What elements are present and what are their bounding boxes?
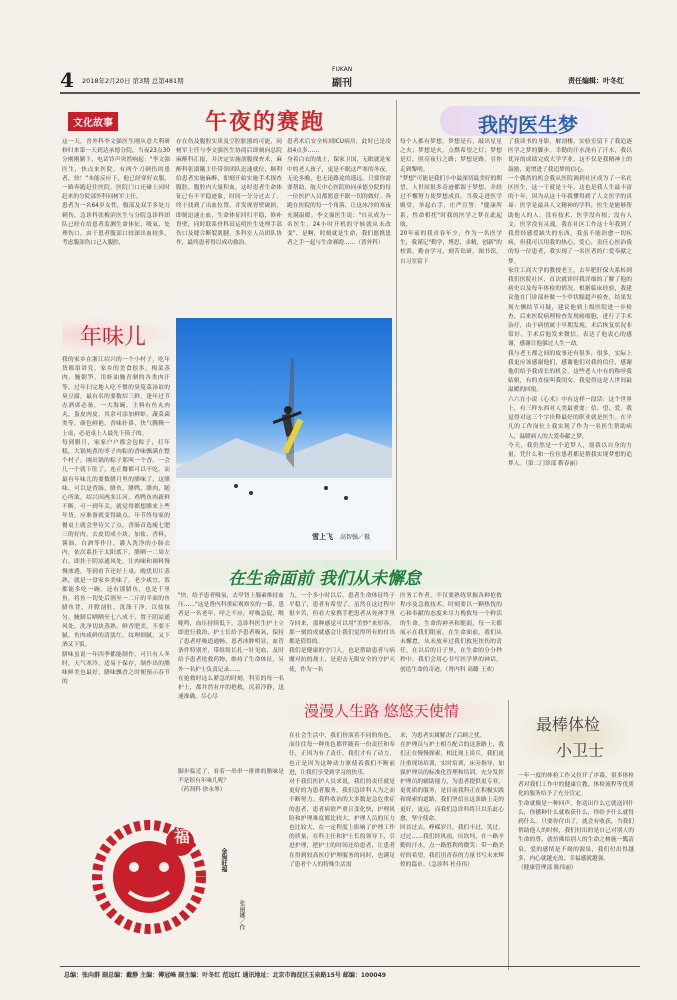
section-tag: 文化故事	[68, 112, 118, 131]
mission-col-1: "快，给予患者吸氧，去甲肾上腺素维持血压……"这是肾内科重症观察室的一幕，患者是一名老年，呼之不应，呼吸急促，喉咙鸣，血压持续低下，急诊科医生护士立即进行救治，护士长给予患者吸氧，保持了患者呼吸道通畅，患者冰肿明显，血管条件特别差，带组组长扎一针见血，及时给予患者抢救药物，维持了生命体征，另外一名护士负责记录…… 在抢救时这么紧急的时刻，科室的每一名护士，都井然有序的抢救，沉着冷静，迅速准确，尽心尽	[178, 593, 284, 701]
photo-caption-credit: 高智强／摄	[340, 534, 371, 541]
midnight-col-3: 患者术后安全转到ICU病房，此时已是凌晨4点多…… 身着白衣的战士，保家卫国，无眠就是家中的老人孩子，更是不眠这严寒的冬夜，无论多晚，也无论路途的遥远，只要你需要帮助，航天中心医院协同承德分院的每一位医护人员都愿意不眠一切的做好。奔跑在医院的每一个角落，让这冰冷的寒夜充满温暖。李文强医生说："自从成为一名医生，24小时开机的守候就从未改变"，是啊，时刻就是生命，我们愿携患者之手一起与生命赛跑……（普外科）	[287, 139, 391, 247]
logo-cn: 副刊	[332, 78, 352, 89]
mission-col-3: 医务工作者，不仅要熟练掌握各种抢救程序及急救技术，时刻要以一颗热忱的心和奉献的态度来尽力挽救每一个鲜活的生命，生命的神圣和脆弱，每一天都展示在我们眼前，在生命面前，我们从未懈怠，从未放弃过我们救死扶伤的责任，在以后的日子里，在生命的分分秒秒中，我们会用心书写医学界的神话，创造生命的奇迹。（肾内科 高璐 王欢）	[400, 593, 502, 673]
article-title-checkup-1: 最棒体检	[536, 715, 601, 734]
article-title-mission: 在生命面前 我们从未懈怠	[228, 569, 421, 589]
responsible-editor: 责任编辑：叶冬红	[568, 77, 624, 85]
article-title-romance: 漫漫人生路 悠悠天使情	[304, 702, 459, 720]
issue-date-line: 2018年2月20日 第3期 总第481期	[82, 77, 184, 85]
papercut-glyph: 福	[174, 827, 191, 846]
page-number: 4	[60, 68, 74, 92]
logo-en: FUKAN	[332, 66, 353, 73]
midnight-col-2: 存在伤及腹腔实质及空腔脏器的可能，同树军主任与李文强医生协商后即刻向总院麻醉科汇报，并决定实施剖腹探查术，麻醉科张淑娥主任带领团队迅速就位，顺利给患者实施麻醉，即刻开始实施手术探查腹腔。腹腔内大量积血，这时患者生命体征已有不平稳迹象，时间一分分过去了，终于找到了出血位置，并发现胃壁破损，即刻迅速止血，生命体征回归平稳，修补胃壁，同时联系骨科田运明医生处理手部伤口及缝合断裂肌腱。多科室人员团队协作，最终患者得以成功救治。	[176, 139, 282, 247]
doctor-col-1: 每个人都有梦想，梦想是石，敲出星星之火；梦想是火，点燃希望之灯；梦想是灯，照亮夜行之路；梦想是路，引你走到黎明。 "梦想"可能是我们小中最深切最美好的期望，人世间很多奇迹都源于梦想，并经过不懈努力使梦想成真。当我走进医学殿堂，举起右手，庄严宣誓："健康所系，性命相托"时我的医学之梦在此起航。 20年前的我青春年少，作为一名医学生，我谨记"勤学，博思，求精，创新"的校训，勤奋学习、刻苦钻研，图书馆，自习室留下	[400, 139, 502, 265]
doctor-col-2: 了我读书的身影，解剖楼，实验室留下了我追逐医学之梦的脚步。幸勤的汗水浇有了汗水，我以优异的成绩完成大学学业，这不仅是我精神上的鼓励，更增进了我追梦的信心。 一个偶然的机会我从医院调到社区成为了一名社区医生，这一干就是十年，这也是我人生最丰富的十年，因为从这十年我懂得到了人文医学的真谛：医学是最具人文精神的学科，医生是能够帮助他人的人，没有技术，医学没有根；没有人文，医学没有灵魂。我在社区工作这十年我到了我曾经感爱缺失的东西，我虽不能治愈一切疾病，但我可以用我的热心，爱心，责任心医治我的每一位患者，我实现了一名医者的仁爱奉献之梦。 家住工商大学的教授老王，去年肥肝保夫系转到我们医院社区，首次就诊时我详细的了解了他的病史以及每年体检的情况，根据临床经验，我建议他在门诊部补做一个甲状腺超声检查，结果发现左侧结节可疑，建议他到上级医院进一步检查，后来医院病理检查发现癌细胞，进行了手术治疗，由于病情属于早期发现，术后恢复状况非常好。手术后他发来微信，表达了他衷心的感谢，感谢让他躲过人生一劫。 我与老王都之间的故事还有很多，很多，实际上我更应该感谢他们，感谢他们对我的信任，感谢他们给予我成长的机会，这些老人中有的称呼我姑娘，有的直接叫我闺女，我觉得这是人世间最温暖的回报。 六六在小说《心术》中有这样一段话：这个世界上，有三样东西对人类最重要：信、望、爱。我觉得对这三个字诠释最好的职业就是医生。在平凡的工作岗位上我实现了作为一名医生帮助病人，温暖病人的大爱奉献之梦。 今天，我仍然是一个追梦人，愿我以自身的力量，凭什么和一位位患者都是帮我实现梦想的追梦人。（第二门诊部 靳春丽）	[508, 139, 632, 468]
article-title-doctor-dream: 我的医生梦	[478, 113, 578, 137]
ski-photo	[176, 318, 392, 550]
papercut-artwork	[84, 812, 214, 942]
mission-col-2: 力，一个多小时以后，患者生命体征终于平稳了，患者有希望了，虽然在这过程中很辛苦，但看大家携手把患者从死神手里夺回来，那种感觉可以用"美妙"来形容。那一刻的成就感会让我们觉得所有的付出都是值得的。 我们是健康的守门人，也是帮助患者与病魔对抗的战士，是迎击无限安全的守护天使，作为一名	[289, 593, 395, 673]
article-title-midnight: 午夜的赛跑	[205, 109, 326, 135]
footer-credits: 总编：张向群 副总编：戴静 主编：傅冠峰 副主编：叶冬红 范远红 通讯地址：北京市海淀区玉泉路15号 邮编：100049	[64, 972, 386, 979]
romance-col-1: 在社会生活中，我们扮演着不同的角色，而往往每一种角色都伴随着一份责任和奉任，正因为有了责任，我们才有了动力，也正是因为这种动力驱使着我们不断前进，让我们享受到学习的快乐。 对于我们医护人员来说，我们的责任就是更好的为患者服务，我们急诊科人为之而不断努力。我科收治的大多数是急危重症的患者，患者病情严重且变化快，护理风险和护理难度都比较大，护理人员的压力也比较大，在一定程度上影响了护理工作的质量，在科主任和护士长的领导下，引进护理，把护士的时间还给患者，让患者在得到较高医疗护理服务的同时，也满足了患者个人的特殊生活需	[289, 733, 395, 868]
footer-rule	[60, 966, 640, 967]
papercut-title: 金狗旺福	[220, 848, 227, 872]
article-title-nianwei: 年味儿	[80, 325, 147, 350]
ski-scene-svg	[176, 318, 392, 550]
checkup-col: 一年一度的体检工作又拉开了序幕，很多体检者对我们工作中的健康宣教、体检流程等优质化的服务给予了充分肯定。 生命就像是一种回声，你送出什么它就送回什么，你播种什么就收获什么，你给予什么就得到什么。只要你付出了，就会有收获，当我们帮助他人的时候，我们付出的是自己对别人的生命的尊，就仿佛给别人的生命之树施一瓢清泉，爱的感情是不竭的源泉，我们付出得越多，内心就越充盈、幸福感就越强。 （健康管理部 陈伟丽）	[518, 773, 634, 872]
midnight-col-1: 这一天，晋外科李文强医生刚从意大利研修归来第一天到达承德分院。当夜23点30分刚刚躺下，电话铃声突然响起："李文强医生，快点来医院，有两个刀刺伤的患者，快！"本能反应下，他已经穿好衣服，一路奔跑赶往医院。医院门口还碰上同时赶来的分院部外科同树军主任。 患者为一名64岁女性，腹部及双手多处刀刺伤，急诊科张梅滨医生与分院急诊科团队已经在给患者监测生命体征、吸氧、处理伤口，由于患者腹部口较深出血较多，考虑腹部伤口已入腹腔，	[62, 139, 170, 247]
article-title-checkup-2: 小卫士	[556, 741, 605, 760]
divider-checkup	[508, 700, 509, 970]
papercut-author: 张丽娜／作	[238, 900, 245, 930]
snowboarder-figure	[273, 406, 304, 454]
divider-doctor	[396, 100, 397, 560]
header-rule	[60, 92, 640, 94]
romance-col-2: 求，为患者实属解决了后顾之忧。 在护理员与护士相互配合的这条路上，我们正在慢慢探索，相比现上谈兵，我们更注重现场培训，实时培训，床旁指导，加强护理员的标准化管理和培训。充分发挥护理员的辅助能力，为患者提供更专业，更优质的服务，是目前我科正在积极实践和探索的道路，我们坚信在这条路上走的更好，更远，而我们急诊科将只以乐此心愈，坚守使命。 回首过去，峥嵘岁月，我们丰过，笑过，过过……我们经风雨，历坎坷，在一路辛勤的汗水，点一路胜利的微笑：带一路美好的希望，我们用青春的力量书写未来辉煌的篇章。（急诊科 杜佳伟）	[400, 733, 504, 868]
nianwei-col: 我的家乡在浙江绍兴的一个小村子，吃年货都很讲究。家乡的美食很多，梅菜蒸肉、腌粥笋、用虾油腌青制的各类肉汗等，过年扫完地人吃不惯的臭笕菜汤谊的臭豆腐，最有名的要数绍三鲜，逢年过节办酒席必备，一大海碗，主料有鱼丸肉丸，蛋皮肉皮，其余可添加鲜虾，蔬菜菌类等，颜色鲜艳，香味扑鼻，快气腾腾一上桌，必是桌上人最先下筷子的。 每到腊月，家家户户都会包粽子，打年糕，大锅炖煮的枣子肉粽的香味飘满在整个村子，刚出锅的粽子那叫一个香，一会儿一个就下肚了，连正餐都可以不吃。而最有年味儿的要数腊月里的腊味了，这腊味，可以是香肠，腊鱼，腊鸭，腊肉，随心所欲。绍兴因两多江河，鸡鸭鱼肉新鲜不断，可一到年关，就觉得都想腊来上些年货，应准备就变得缺点，年节终每家的餐桌上就会坚待欠了点，香肠首选瘦七肥三的好肉，去皮切成小块，加盐、香料，酱油、白酒等作汁，灌入洗净的小肠衣内，依次系挂于太阳底下，腊晒一二周左右，即挂于阴凉通风处，让肉味和调料慢慢渗透，等到看节还好上桌。晚优切片蒸熟，就是一盘家乡美味了。老少咸宜，饭都能多吃一碗。还有那腊鱼，也是千里鱼，将鱼一切处后割至一二斤的半面的鱼腊鱼背，开膛剖肚，洗涤干净，以盐抹匀。腌制后晒晒至七八成干，置于阴凉通风处，洗净切块蒸熟，鲜香肥美，不要不腻，鱼肉咸鲜的清淡红，纹理细腻，又下酒又下饭。 腊味虽说一年四季都能制作，可只有人冬时，天气寒冷，适易于保存，制作出的腊味鲜美也最好，腊味飘香之时便预示春节的	[62, 357, 170, 686]
photo-caption-title: 雪上飞	[312, 533, 333, 541]
nianwei-col-end: 脚步临近了，看着一串串一排排的腊味是不是很有年味儿呢？ （药剂科 徐永琴）	[178, 769, 284, 794]
papercut-dog-svg	[84, 812, 214, 942]
page-header	[60, 66, 640, 92]
